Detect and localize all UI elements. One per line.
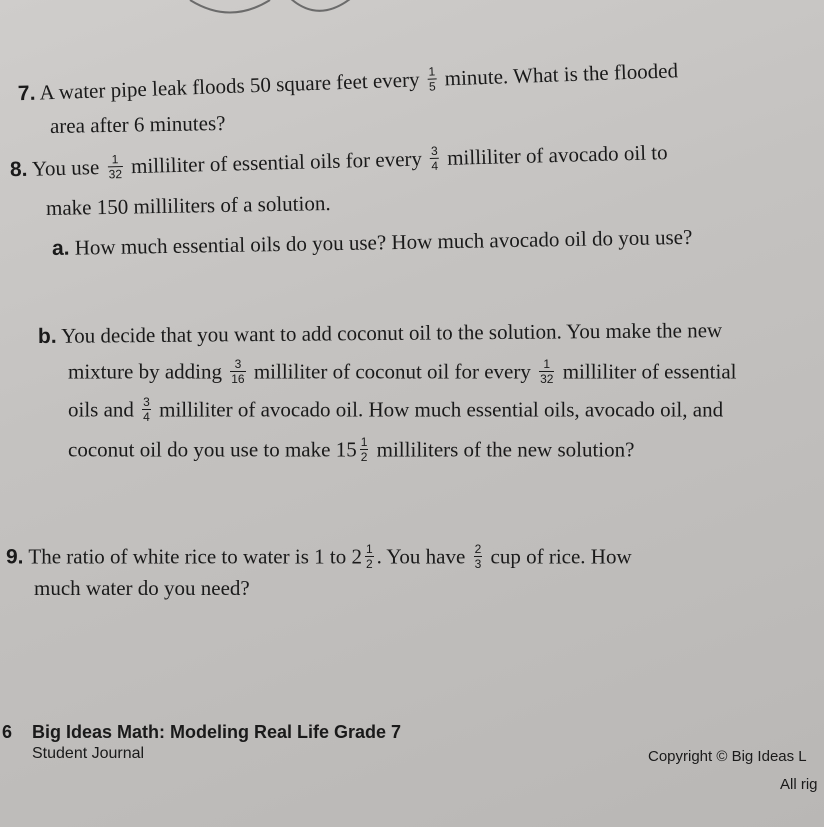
problem-7-line-1: 7. A water pipe leak floods 50 square feet every $\frac{1}{5}$ minute. What is the flooded	[17, 58, 679, 106]
problem-9-line-1: 9. The ratio of white rice to water is 1 to 2 $\frac{1}{2}$ . You have $\frac{2}{3}$ cup of rice. How	[6, 542, 632, 571]
copyright-text: Copyright © Big Ideas L	[648, 748, 807, 765]
problem-8-part-a: a. How much essential oils do you use? How much avocado oil do you use?	[51, 224, 693, 260]
problem-8-line-2: make 150 milliliters of a solution.	[45, 191, 331, 220]
problem-8-part-b-line-3: oils and $\frac{3}{4}$ milliliter of avocado oil. How much essential oils, avocado oil, and	[68, 395, 724, 424]
problem-7-number: 7.	[17, 81, 36, 106]
problem-9-line-2: much water do you need?	[34, 576, 250, 600]
part-a-label: a.	[51, 236, 70, 260]
book-title: Big Ideas Math: Modeling Real Life Grade 7	[32, 722, 402, 742]
problem-8-part-b-line-1: b. You decide that you want to add coconut oil to the solution. You make the new	[37, 318, 723, 348]
fraction: $\frac{3}{4}$	[430, 143, 439, 173]
book-subtitle: Student Journal	[32, 745, 145, 762]
page-number: 6	[2, 722, 13, 742]
fraction: $\frac{1}{2}$	[365, 542, 373, 571]
decorative-arcs	[180, 0, 380, 20]
fraction: $\frac{1}{32}$	[540, 357, 554, 386]
problem-8-number: 8.	[9, 157, 28, 182]
fraction: $\frac{1}{32}$	[108, 152, 123, 182]
problem-8-part-b-line-4: coconut oil do you use to make 15 $\frac{1}{2}$ milliliters of the new solution?	[68, 435, 635, 464]
problem-9-number: 9.	[6, 545, 24, 569]
fraction: $\frac{3}{4}$	[143, 395, 150, 424]
problem-8-part-b-line-2: mixture by adding $\frac{3}{16}$ milliliter of coconut oil for every $\frac{1}{32}$ milliliter of essential	[68, 357, 737, 386]
problem-7-line-2: area after 6 minutes?	[49, 110, 226, 138]
part-b-label: b.	[37, 324, 57, 348]
rights-text: All rig	[780, 776, 818, 793]
fraction: $\frac{1}{5}$	[428, 64, 436, 94]
fraction: $\frac{1}{2}$	[360, 435, 368, 464]
fraction: $\frac{3}{16}$	[231, 357, 245, 386]
fraction: $\frac{2}{3}$	[474, 542, 482, 571]
problem-8-line-1: 8. You use $\frac{1}{32}$ milliliter of essential oils for every $\frac{3}{4}$ milliliter of avocado oil to	[9, 140, 668, 182]
